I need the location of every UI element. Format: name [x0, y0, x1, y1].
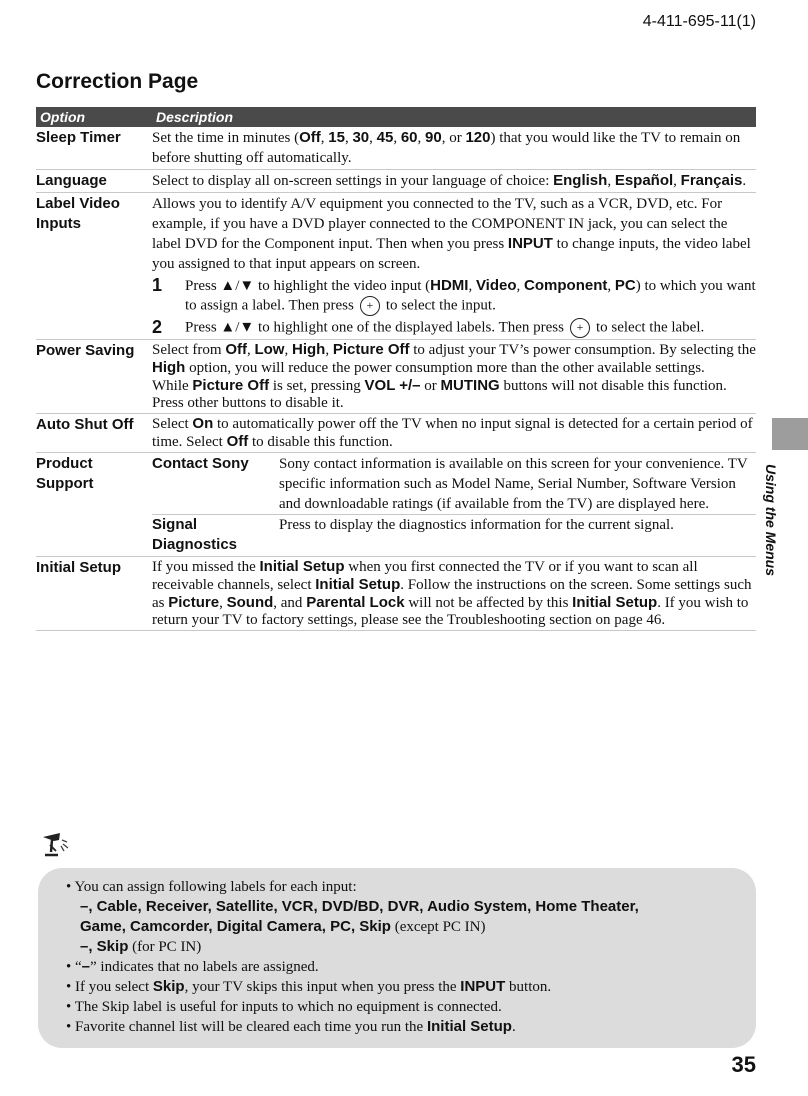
section-tab-marker [772, 418, 808, 450]
option-label: Auto Shut Off [36, 416, 134, 433]
note-item: • You can assign following labels for each input: –, Cable, Receiver, Satellite, VCR, DVD/BD, DVR, Audio System, Home Theater, Game, Camcorder, Digital Camera, PC, Skip (except PC IN) –, Skip (for PC IN) [66, 879, 639, 955]
step-2: 2 Press ▲/▼ to highlight one of the displayed labels. Then press + to select the label. [152, 317, 705, 337]
sub-option-description: Press to display the diagnostics information for the current signal. [279, 517, 674, 533]
option-description: Select On to automatically power off the TV when no input signal is detected for a certain period of time. Select Off to disable this function. [152, 415, 753, 450]
up-down-arrows-icon: ▲/▼ [220, 278, 255, 294]
notes-list [38, 868, 756, 1037]
table-header [36, 107, 756, 127]
row-power-saving [36, 340, 756, 414]
note-item: • If you select Skip, your TV skips this input when you press the INPUT button. [66, 978, 552, 995]
enter-button-icon: + [570, 318, 590, 338]
tip-lamp-icon [40, 828, 74, 860]
step-number: 1 [152, 275, 163, 295]
notes-box [38, 868, 756, 1048]
page-number: 35 [731, 1052, 756, 1077]
up-down-arrows-icon: ▲/▼ [220, 319, 255, 336]
option-description: Select from Off, Low, High, Picture Off to adjust your TV’s power consumption. By selecting the High option, you will reduce the power consumption more than the other available settings. While Picture Off is set, pressing VOL +/– or MUTING buttons will not disable this function. Press other buttons to disable it. [152, 341, 756, 411]
option-label: Product Support [36, 455, 94, 492]
step-number: 2 [152, 317, 163, 337]
row-sleep-timer [36, 127, 756, 170]
option-description: Set the time in minutes (Off, 15, 30, 45, 60, 90, or 120) that you would like the TV to remain on before shutting off automatically. [152, 129, 741, 166]
header-description: Description [156, 109, 234, 125]
row-product-support [36, 453, 756, 557]
sub-option-label: Signal Diagnostics [152, 516, 238, 553]
step-1: 1 Press ▲/▼ to highlight the video input (HDMI, Video, Component, PC) to which you want to assign a label. Then press + to select the input. [152, 276, 756, 316]
row-initial-setup [36, 557, 756, 631]
sub-row-signal-diagnostics [152, 514, 756, 555]
sub-option-description: Sony contact information is available on this screen for your convenience. TV specific information such as Model Name, Serial Number, Software Version and downloadable ratings (if available from the TV) are displayed here. [279, 456, 748, 512]
row-language [36, 170, 756, 193]
option-label: Initial Setup [36, 559, 122, 576]
header-option: Option [40, 109, 86, 125]
sub-option-label: Contact Sony [152, 455, 249, 472]
note-item: • “–” indicates that no labels are assigned. [66, 958, 319, 975]
section-side-label: Using the Menus [763, 464, 779, 577]
row-auto-shut-off [36, 414, 756, 453]
option-label: Language [36, 172, 107, 189]
option-description: Allows you to identify A/V equipment you connected to the TV, such as a VCR, DVD, etc. For example, if you have a DVD player connected to the COMPONENT IN jack, you can select the label DVD for the Component input. Then when you press INPUT to change inputs, the video label you assigned to that input appears on screen. 1 Press ▲/▼ to highlight the video input (HDMI, Video, Component, PC) to which you want to assign a label. Then press + to select the input. 2 Press ▲/▼ to highlight one of the displayed labels. Then press + to select the label. [152, 196, 756, 337]
enter-button-icon: + [360, 296, 380, 316]
page-title: Correction Page [36, 70, 199, 93]
option-label: Label Video Inputs [36, 195, 120, 232]
note-item: • Favorite channel list will be cleared each time you run the Initial Setup. [66, 1018, 516, 1035]
option-description [152, 453, 756, 556]
document-number: 4-411-695-11(1) [642, 13, 756, 30]
option-description: If you missed the Initial Setup when you first connected the TV or if you want to scan all receivable channels, select Initial Setup. Follow the instructions on the screen. Some settings such as Picture, Sound, and Parental Lock will not be affected by this Initial Setup. If you wish to return your TV to factory settings, please see the Troubleshooting section on page 46. [152, 558, 752, 628]
option-label: Power Saving [36, 342, 135, 359]
option-label: Sleep Timer [36, 129, 121, 146]
sub-row-contact-sony [152, 454, 756, 514]
row-label-video-inputs [36, 193, 756, 340]
note-item: • The Skip label is useful for inputs to which no equipment is connected. [66, 999, 502, 1015]
settings-table [36, 107, 756, 631]
option-description: Select to display all on-screen settings in your language of choice: English, Español, Français. [152, 172, 747, 189]
